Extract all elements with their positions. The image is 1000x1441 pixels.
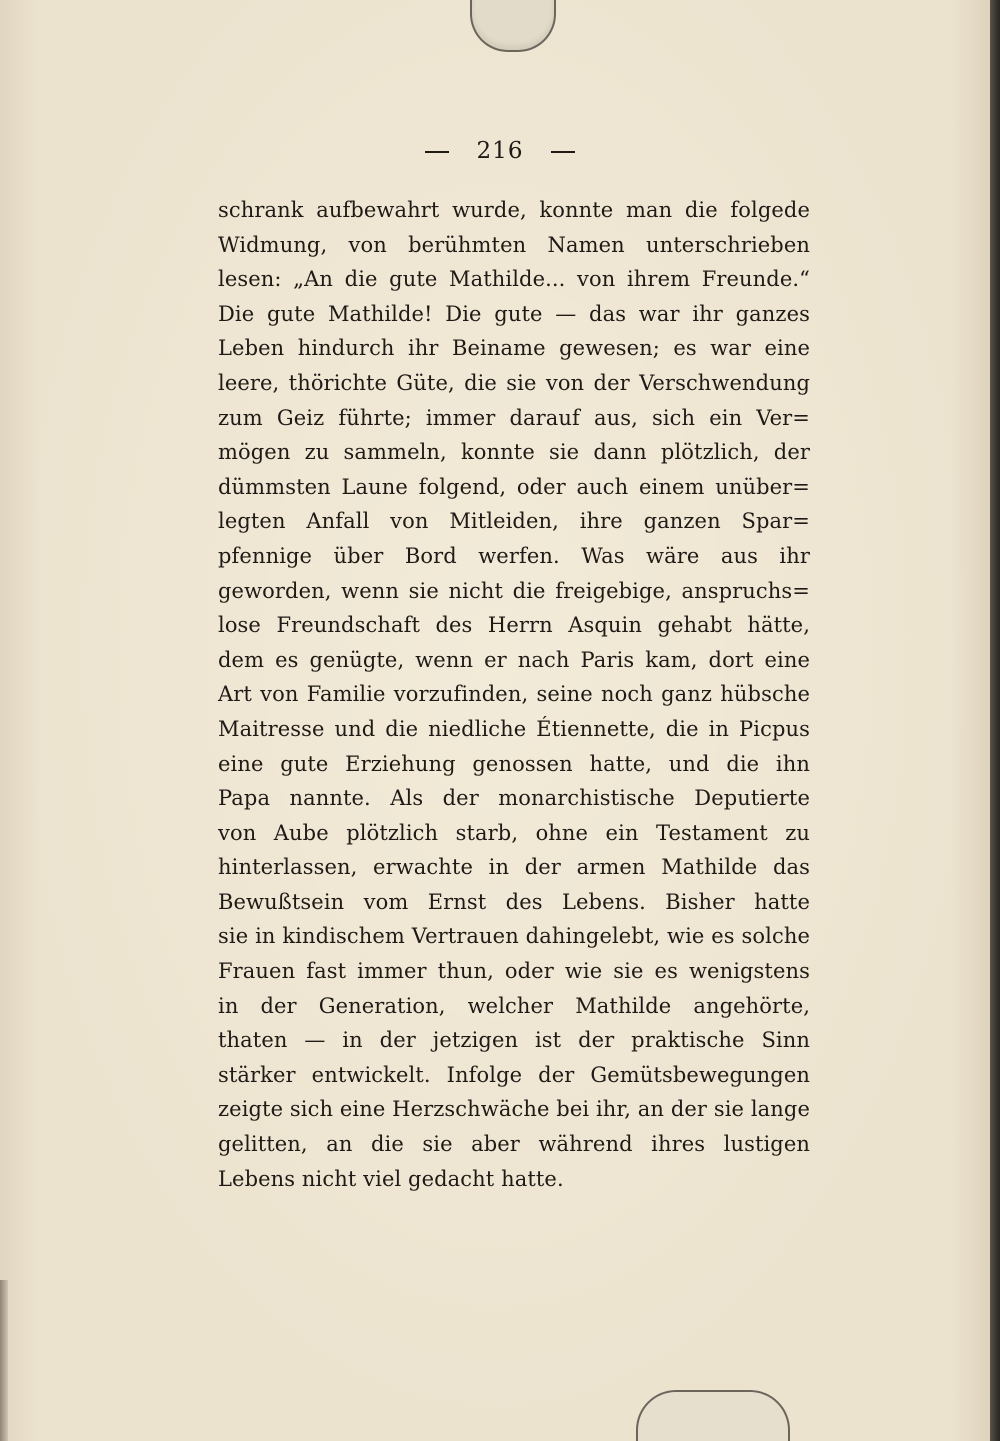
text-line: mögen zu sammeln, konnte sie dann plötzlich, der	[218, 440, 810, 465]
text-line: zeigte sich eine Herzschwäche bei ihr, an der sie lange	[218, 1097, 810, 1122]
text-line: Lebens nicht viel gedacht hatte.	[218, 1166, 564, 1191]
text-line: in der Generation, welcher Mathilde angehörte,	[218, 993, 810, 1018]
text-line: zum Geiz führte; immer darauf aus, sich ein Ver=	[218, 405, 810, 430]
text-line: stärker entwickelt. Infolge der Gemütsbewegungen	[218, 1062, 810, 1087]
text-line: Die gute Mathilde! Die gute — das war ihr ganzes	[218, 301, 810, 326]
text-line: von Aube plötzlich starb, ohne ein Testament zu	[218, 820, 810, 845]
text-line: legten Anfall von Mitleiden, ihre ganzen Spar=	[218, 509, 810, 534]
text-line: eine gute Erziehung genossen hatte, und die ihn	[218, 751, 810, 776]
bottom-clip-tab	[636, 1390, 790, 1441]
text-line: lose Freundschaft des Herrn Asquin gehabt hätte,	[218, 613, 810, 638]
page-header	[0, 138, 1000, 164]
page-number: 216	[476, 138, 524, 164]
text-line: gelitten, an die sie aber während ihres lustigen	[218, 1132, 810, 1157]
text-line: Bewußtsein vom Ernst des Lebens. Bisher hatte	[218, 889, 810, 914]
text-line: Widmung, von berühmten Namen unterschrieben	[218, 232, 810, 257]
text-line: dümmsten Laune folgend, oder auch einem unüber=	[218, 474, 810, 499]
left-page-edge	[0, 1280, 8, 1441]
text-line: leere, thörichte Güte, die sie von der Verschwendung	[218, 370, 810, 395]
text-line: geworden, wenn sie nicht die freigebige, anspruchs=	[218, 578, 810, 603]
header-dash-left	[425, 151, 449, 153]
text-line: schrank aufbewahrt wurde, konnte man die folgede	[218, 198, 810, 222]
text-line: lesen: „An die gute Mathilde... von ihrem Freunde.“	[218, 267, 810, 292]
top-clip-tab	[470, 0, 556, 52]
text-line: sie in kindischem Vertrauen dahingelebt, wie es solche	[218, 924, 810, 949]
text-line: Papa nannte. Als der monarchistische Deputierte	[218, 786, 810, 811]
text-line: thaten — in der jetzigen ist der praktische Sinn	[218, 1028, 810, 1053]
text-line: pfennige über Bord werfen. Was wäre aus ihr	[218, 543, 810, 568]
right-binding-edge	[990, 0, 1000, 1441]
body-text	[218, 193, 810, 1196]
text-line: hinterlassen, erwachte in der armen Mathilde das	[218, 855, 810, 880]
text-line: Art von Familie vorzufinden, seine noch ganz hübsche	[218, 682, 810, 707]
text-line: dem es genügte, wenn er nach Paris kam, dort eine	[218, 647, 810, 672]
text-line: Leben hindurch ihr Beiname gewesen; es war eine	[218, 336, 810, 361]
header-dash-right	[551, 151, 575, 153]
text-line: Maitresse und die niedliche Étiennette, die in Picpus	[218, 716, 810, 741]
text-line: Frauen fast immer thun, oder wie sie es wenigstens	[218, 959, 810, 984]
